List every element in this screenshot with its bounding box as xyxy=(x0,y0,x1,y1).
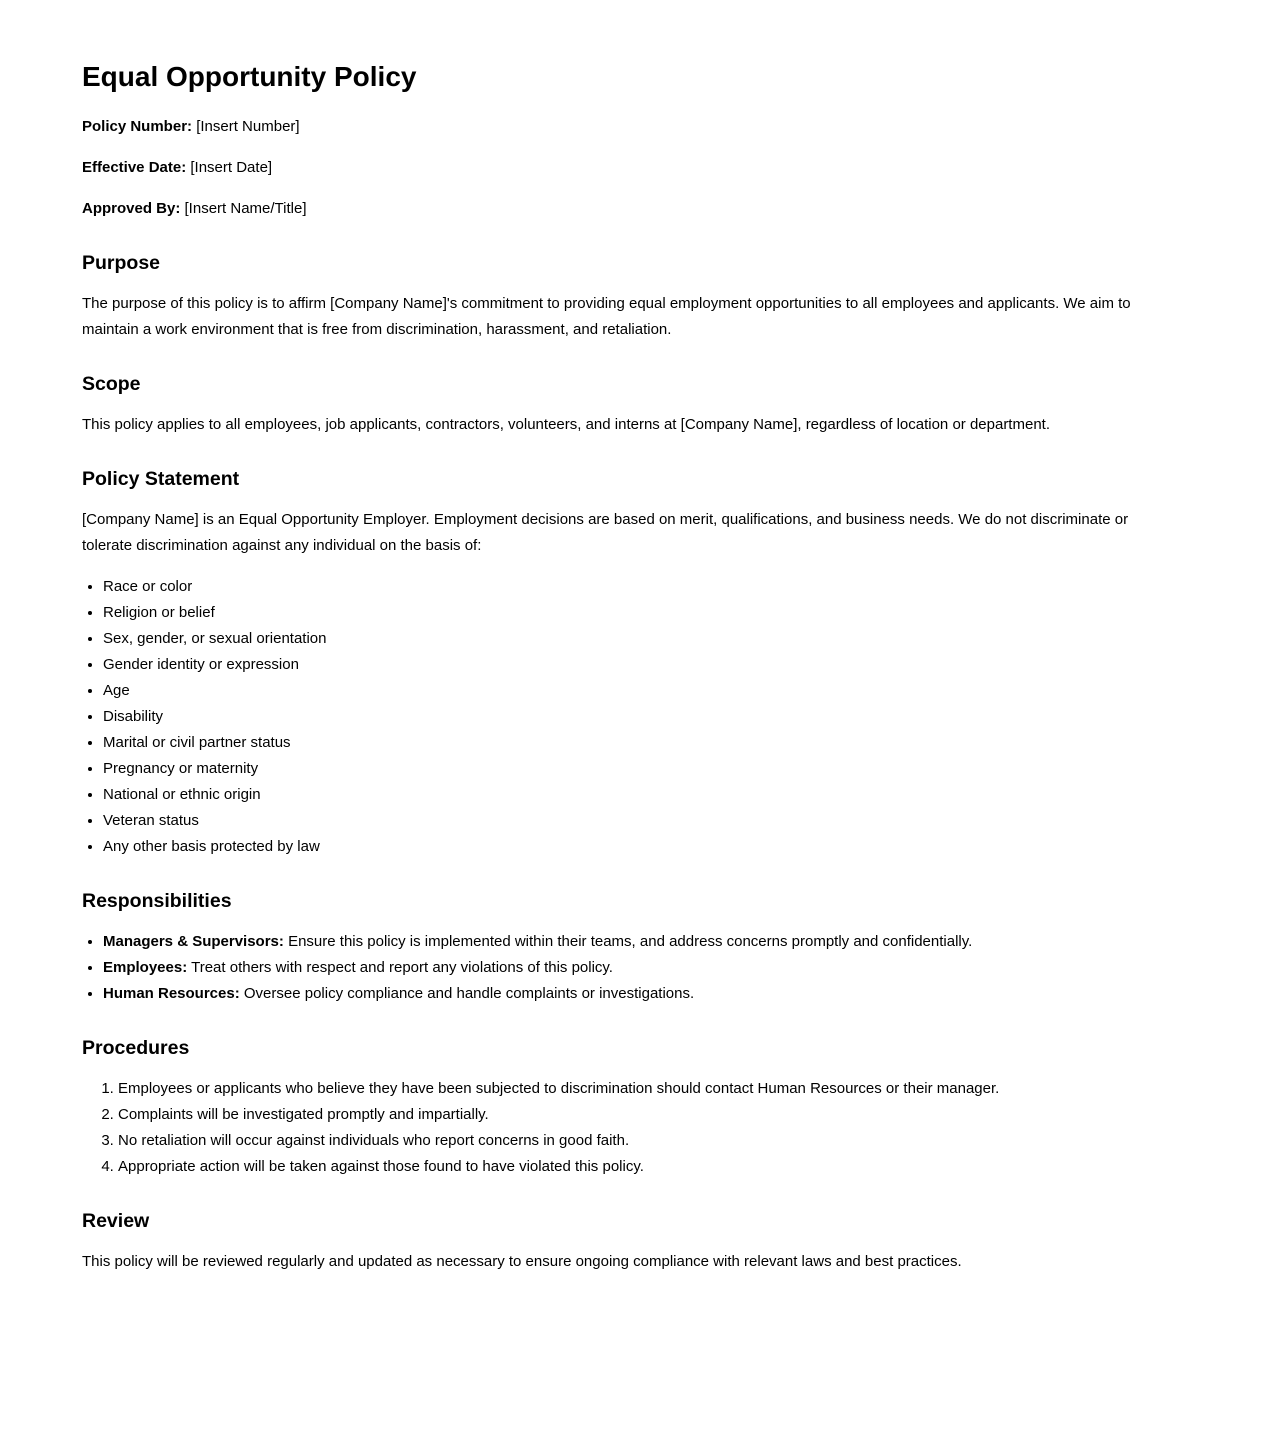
list-item: • Age xyxy=(103,678,1181,704)
meta-line xyxy=(82,114,1181,140)
review-body: This policy will be reviewed regularly and updated as necessary to ensure ongoing compliance with relevant laws and best practices. xyxy=(82,1253,962,1270)
list-item: 4. Appropriate action will be taken against those found to have violated this policy. xyxy=(118,1154,1181,1180)
list-item: • Gender identity or expression xyxy=(103,652,1181,678)
procedures-list xyxy=(82,1076,1181,1180)
list-item: 2. Complaints will be investigated promptly and impartially. xyxy=(118,1102,1181,1128)
meta-line xyxy=(82,196,1181,222)
policy-statement-body: [Company Name] is an Equal Opportunity Employer. Employment decisions are based on merit, qualifications, and business needs. We do not discriminate or tolerate discrimination against any individual on the basis of: xyxy=(82,511,1129,554)
list-item: • Any other basis protected by law xyxy=(103,834,1181,860)
list-item: • National or ethnic origin xyxy=(103,782,1181,808)
responsibilities-heading: Responsibilities xyxy=(82,890,232,912)
list-item: • Disability xyxy=(103,704,1181,730)
scope-body: This policy applies to all employees, job applicants, contractors, volunteers, and interns at [Company Name], regardless of location or department. xyxy=(82,416,1050,433)
policy-statement-heading: Policy Statement xyxy=(82,468,240,490)
list-item: 1. Employees or applicants who believe they have been subjected to discrimination should contact Human Resources or their manager. xyxy=(118,1076,1181,1102)
responsibility-text: Ensure this policy is implemented within their teams, and address concerns promptly and confidentially. xyxy=(288,933,973,950)
responsibility-role: Employees: xyxy=(103,959,188,976)
policy-meta xyxy=(82,114,1181,222)
responsibility-role: Human Resources: xyxy=(103,985,240,1002)
list-item: • Veteran status xyxy=(103,808,1181,834)
document-title: Equal Opportunity Policy xyxy=(82,61,417,92)
purpose-body: The purpose of this policy is to affirm [Company Name]'s commitment to providing equal employment opportunities to all employees and applicants. We aim to maintain a work environment that is free from discrimination, harassment, and retaliation. xyxy=(82,295,1131,338)
list-item xyxy=(103,929,1181,955)
meta-label: Policy Number: xyxy=(82,118,193,135)
meta-label: Effective Date: xyxy=(82,159,187,176)
section-policy-statement xyxy=(82,468,1181,860)
list-item xyxy=(103,955,1181,981)
section-responsibilities xyxy=(82,890,1181,1007)
section-review xyxy=(82,1210,1181,1275)
section-purpose xyxy=(82,252,1181,343)
purpose-heading: Purpose xyxy=(82,252,161,274)
responsibility-text: Oversee policy compliance and handle complaints or investigations. xyxy=(243,985,695,1002)
meta-value: [Insert Number] xyxy=(196,118,300,135)
list-item: • Religion or belief xyxy=(103,600,1181,626)
protected-bases-list xyxy=(82,574,1181,860)
responsibility-role: Managers & Supervisors: xyxy=(103,933,284,950)
responsibilities-list xyxy=(82,929,1181,1007)
review-heading: Review xyxy=(82,1210,150,1232)
meta-value: [Insert Date] xyxy=(190,159,273,176)
list-item: 3. No retaliation will occur against individuals who report concerns in good faith. xyxy=(118,1128,1181,1154)
list-item: • Pregnancy or maternity xyxy=(103,756,1181,782)
meta-value: [Insert Name/Title] xyxy=(184,200,307,217)
list-item xyxy=(103,981,1181,1007)
meta-line xyxy=(82,155,1181,181)
list-item: • Sex, gender, or sexual orientation xyxy=(103,626,1181,652)
responsibility-text: Treat others with respect and report any violations of this policy. xyxy=(191,959,613,976)
meta-label: Approved By: xyxy=(82,200,181,217)
list-item: • Race or color xyxy=(103,574,1181,600)
section-procedures xyxy=(82,1037,1181,1180)
scope-heading: Scope xyxy=(82,373,141,395)
procedures-heading: Procedures xyxy=(82,1037,190,1059)
section-scope xyxy=(82,373,1181,438)
list-item: • Marital or civil partner status xyxy=(103,730,1181,756)
